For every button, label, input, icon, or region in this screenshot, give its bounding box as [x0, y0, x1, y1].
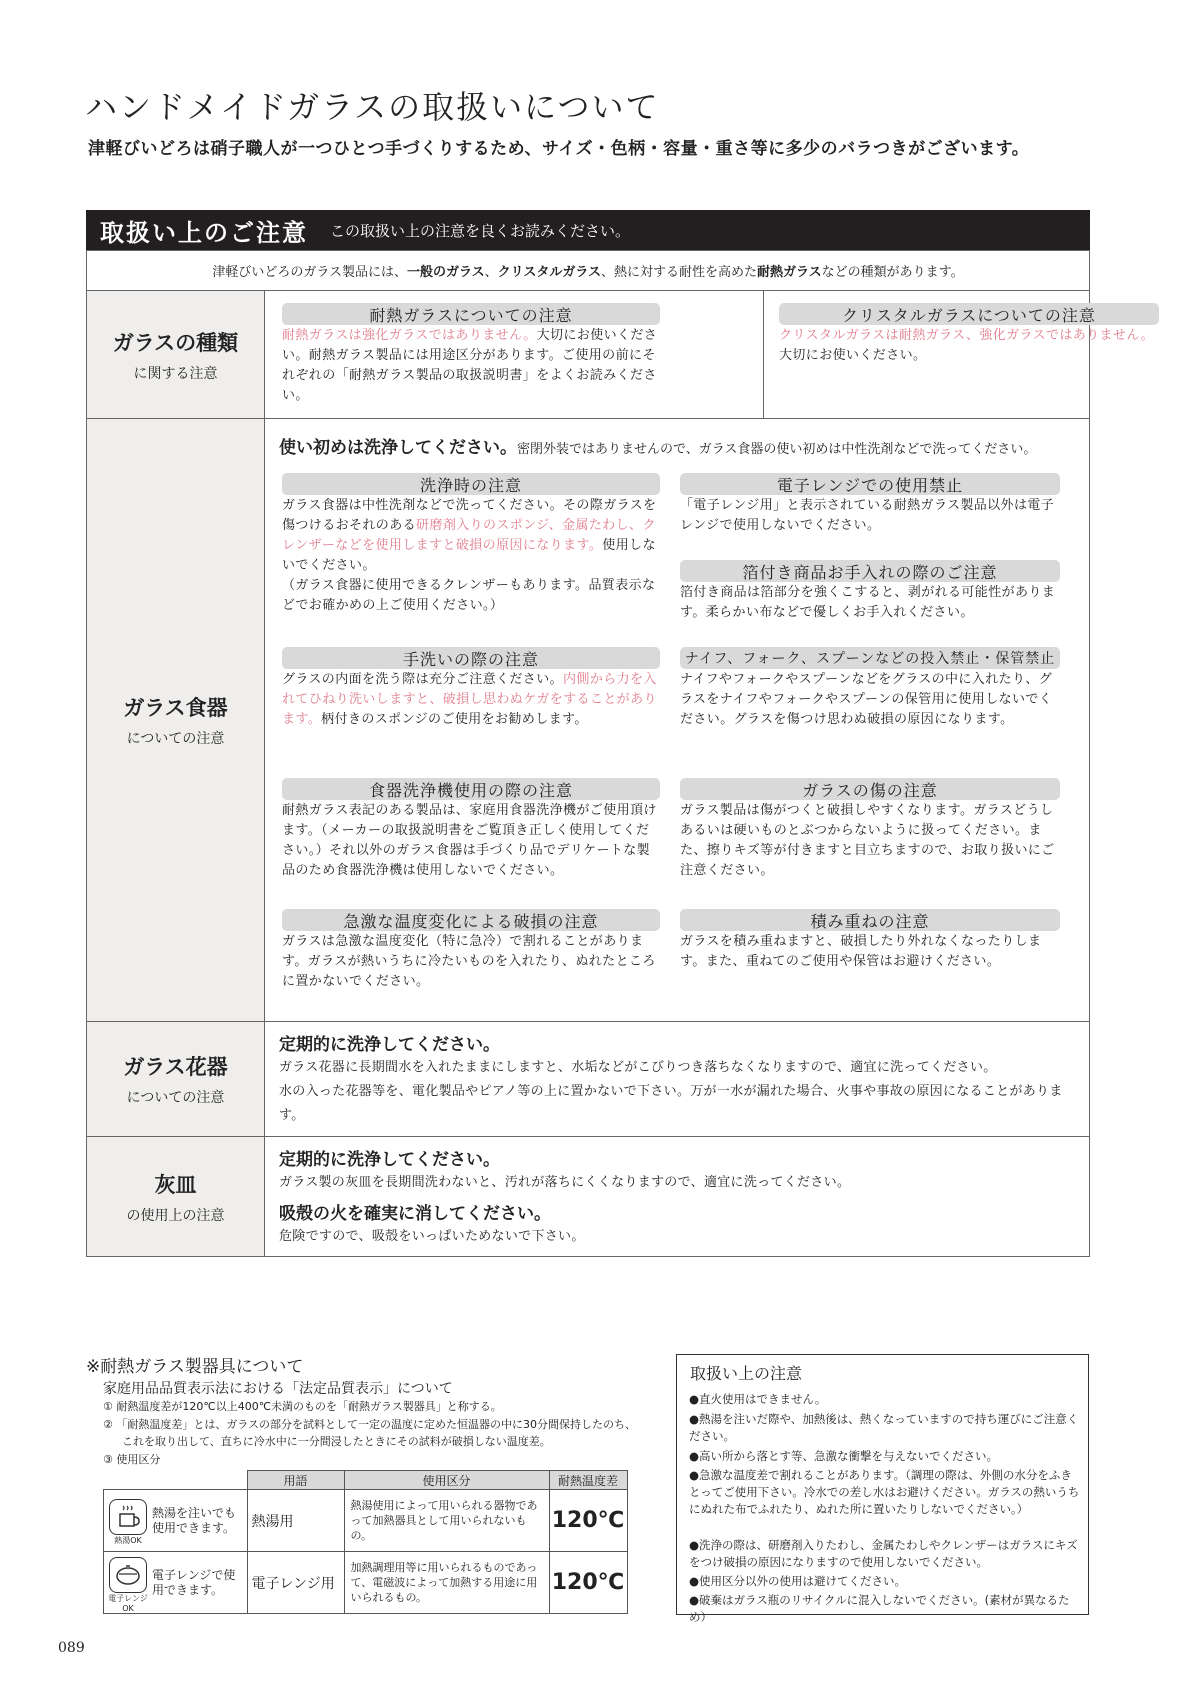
care-item: ●洗浄の際は、研磨剤入りたわし、金属たわしやクレンザーはガラスにキズをつけ破損の原因になりますので使用しないでください。	[689, 1538, 1078, 1569]
row-label-title: ガラス食器	[123, 696, 228, 720]
care-item: ●熱湯を注いだ際や、加熱後は、熱くなっていますので持ち運びにご注意ください。	[689, 1412, 1079, 1443]
usage-table	[103, 1470, 628, 1614]
care-title: 取扱い上の注意	[690, 1364, 803, 1383]
note-heading: ガラスの傷の注意	[680, 778, 1060, 800]
lead-text: 使い初めは洗浄してください。	[279, 438, 517, 458]
usage-class: 加熱調理用等に用いられるものであって、電磁波によって加熱する用途に用いられるもの。	[344, 1552, 549, 1614]
vase-line: 水の入った花器等を、電化製品やピアノ等の上に置かないで下さい。万が一水が漏れた場合、火事や事故の原因になることがあります。	[279, 1084, 1063, 1123]
intro-bold: 一般のガラス	[407, 265, 485, 280]
warning-text: 研磨剤入りのスポンジ、金属たわし、クレンザーなどを使用しますと破損の原因になります。	[282, 518, 656, 553]
note-text: 箔付き商品は箔部分を強くこすると、剥がれる可能性があります。柔らかい布などで優しくお手入れください。	[680, 585, 1056, 620]
usage-term: 熱湯用	[247, 1490, 344, 1552]
note-heading: 手洗いの際の注意	[282, 647, 660, 669]
section-subtitle: この取扱い上の注意を良くお読みください。	[330, 221, 631, 240]
note-text	[282, 326, 660, 406]
note-body: 使用しないでください。	[282, 538, 656, 573]
heatproof-note: ② 「耐熱温度差」とは、ガラスの部分を試料として一定の温度に定めた恒温器の中に30分間保持したのち、	[103, 1418, 637, 1431]
page-title: ハンドメイドガラスの取扱いについて	[85, 88, 660, 126]
intro-text: などの種類があります。	[821, 265, 964, 280]
note-body: 柄付きのスポンジのご使用をお勧めします。	[321, 712, 588, 727]
row-content	[265, 1022, 1089, 1136]
usage-term: 電子レンジ用	[247, 1552, 344, 1614]
note-heading: ナイフ、フォーク、スプーンなどの投入禁止・保管禁止	[680, 647, 1060, 669]
vase-line: ガラス花器に長期間水を入れたままにしますと、水垢などがこびりつき落ちなくなりますので、適宜に洗ってください。	[279, 1060, 997, 1075]
icon-caption: 電子レンジOK	[108, 1593, 148, 1613]
heatproof-note: ③ 使用区分	[103, 1453, 161, 1466]
usage-temp: 120℃	[549, 1552, 627, 1614]
note-heading: 食器洗浄機使用の際の注意	[282, 778, 660, 800]
table-header-row	[104, 1471, 628, 1490]
warning-text: 内側から力を入れてひねり洗いしますと、破損し思わぬケガをすることがあります。	[282, 672, 657, 727]
row-label-title: ガラス花器	[123, 1055, 228, 1079]
note-heading: クリスタルガラスについての注意	[779, 303, 1159, 325]
section-title: 取扱い上のご注意	[100, 218, 308, 247]
lead-text: 定期的に洗浄してください。	[279, 1150, 500, 1170]
caution-table	[86, 250, 1154, 1257]
table-row	[104, 1552, 628, 1614]
row-label-title: ガラスの種類	[112, 330, 239, 355]
heatproof-subtitle: 家庭用品品質表示法における「法定品質表示」について	[103, 1381, 453, 1397]
heatproof-note: これを取り出して、直ちに冷水中に一分間浸したときにその試料が破損しない温度差。	[122, 1435, 551, 1448]
usage-desc: 熱湯を注いでも使用できます。	[152, 1505, 237, 1535]
divider	[763, 291, 764, 418]
intro-text: 、	[484, 265, 498, 280]
heatproof-title: ※耐熱ガラス製器具について	[86, 1357, 304, 1377]
page-number: 089	[58, 1640, 85, 1656]
care-item: ●急激な温度差で割れることがあります。（調理の際は、外側の水分をふきとってご使用下さい。冷水での差し水はお避けください。ガラスの熱いうちにぬれた布でふれたり、ぬれた所に置いたりしないでください。）	[689, 1468, 1080, 1516]
row-content	[265, 419, 1089, 1021]
note-heading: 積み重ねの注意	[680, 909, 1060, 931]
note-text: ガラスを積み重ねますと、破損したり外れなくなったりします。また、重ねてのご使用や保管はお避けください。	[680, 934, 1042, 969]
usage-class: 熱湯使用によって用いられる器物であって加熱器具として用いられないもの。	[344, 1490, 549, 1552]
row-label-title: 灰皿	[154, 1172, 197, 1197]
row-label-sub: の使用上の注意	[126, 1207, 225, 1224]
row-glass-types	[87, 291, 1154, 419]
lead-text: 定期的に洗浄してください。	[279, 1035, 500, 1055]
row-label-sub: についての注意	[126, 1090, 225, 1106]
icon-caption: 熱湯OK	[114, 1536, 142, 1545]
warning-text: 耐熱ガラスは強化ガラスではありません。	[282, 328, 537, 343]
section-header	[86, 210, 1090, 250]
intro-text: 津軽びいどろのガラス製品には、	[212, 265, 407, 280]
intro-line	[87, 251, 1089, 291]
note-body: ガラス食器は中性洗剤などで洗ってください。その際ガラスを傷つけるおそれのある	[282, 498, 657, 533]
table-header	[104, 1471, 248, 1490]
usage-icon-cell	[104, 1552, 248, 1614]
row-ashtray	[87, 1137, 1089, 1256]
lead-text: 吸殻の火を確実に消してください。	[279, 1204, 551, 1224]
lead-small: 密閉外装ではありませんので、ガラス食器の使い初めは中性洗剤などで洗ってください。	[517, 442, 1037, 457]
kettle-icon	[104, 1495, 152, 1546]
usage-temp: 120℃	[549, 1490, 627, 1552]
note-body: グラスの内面を洗う際は充分ご注意ください。	[282, 672, 564, 687]
page-subtitle: 津軽びいどろは硝子職人が一つひとつ手づくりするため、サイズ・色柄・容量・重さ等に多少のバラつきがございます。	[88, 139, 1030, 159]
note-text: 耐熱ガラス表記のある製品は、家庭用食器洗浄機がご使用頂けます。（メーカーの取扱説明書をご覧頂き正しく使用してください。）それ以外のガラス食器は手づくり品でデリケートな製品のため食器洗浄機は使用しないでください。	[282, 803, 657, 878]
note-body: 大切にお使いください。	[779, 348, 927, 363]
note-heading: 電子レンジでの使用禁止	[680, 473, 1060, 495]
row-vase	[87, 1022, 1089, 1137]
note-text: 「電子レンジ用」と表示されている耐熱ガラス製品以外は電子レンジで使用しないでください。	[680, 498, 1055, 533]
note-text: ガラスは急激な温度変化（特に急冷）で割れることがあります。ガラスが熱いうちに冷たいものを入れたり、ぬれたところに置かないでください。	[282, 934, 656, 989]
note-text	[282, 670, 660, 730]
tableware-lead	[279, 433, 1036, 458]
row-tableware	[87, 419, 1089, 1022]
note-text	[779, 326, 1159, 366]
note-text	[282, 496, 660, 616]
care-item: ●使用区分以外の使用は避けてください。	[689, 1574, 907, 1588]
intro-bold: クリスタルガラス	[497, 265, 601, 280]
intro-text: 、熱に対する耐性を高めた	[601, 265, 758, 280]
microwave-icon	[104, 1553, 152, 1613]
note-body: （ガラス食器に使用できるクレンザーもあります。品質表示などでお確かめの上ご使用ください。）	[282, 578, 656, 613]
row-label-sub: に関する注意	[133, 365, 218, 382]
row-label	[87, 291, 265, 418]
table-header: 用語	[247, 1471, 344, 1490]
care-item: ●直火使用はできません。	[689, 1392, 827, 1406]
intro-bold: 耐熱ガラス	[757, 265, 822, 280]
row-label-sub: についての注意	[126, 731, 225, 747]
table-header: 使用区分	[344, 1471, 549, 1490]
row-label	[87, 1137, 265, 1256]
row-content	[265, 291, 1154, 418]
note-body: 大切にお使いください。耐熱ガラス製品には用途区分があります。ご使用の前にそれぞれの「耐熱ガラス製品の取扱説明書」をよくお読みください。	[282, 328, 658, 403]
table-row	[104, 1490, 628, 1552]
table-header: 耐熱温度差	[549, 1471, 627, 1490]
note-heading: 耐熱ガラスについての注意	[282, 303, 660, 325]
warning-text: クリスタルガラスは耐熱ガラス、強化ガラスではありません。	[779, 328, 1154, 343]
note-heading: 洗浄時の注意	[282, 473, 660, 495]
row-label	[87, 1022, 265, 1136]
care-item: ●高い所から落とす等、急激な衝撃を与えないでください。	[689, 1449, 999, 1463]
note-heading: 急激な温度変化による破損の注意	[282, 909, 660, 931]
note-text: ガラス製品は傷がつくと破損しやすくなります。ガラスどうしあるいは硬いものとぶつからないように扱ってください。また、擦りキズ等が付きますと目立ちますので、お取り扱いにご注意ください。	[680, 803, 1055, 878]
heatproof-note: ① 耐熱温度差が120℃以上400℃未満のものを「耐熱ガラス製器具」と称する。	[103, 1400, 502, 1413]
care-item: ●破棄はガラス瓶のリサイクルに混入しないでください。(素材が異なるため）	[689, 1593, 1070, 1624]
row-content	[265, 1137, 1089, 1256]
usage-icon-cell	[104, 1490, 248, 1552]
care-box	[676, 1354, 1089, 1624]
note-heading: 箔付き商品お手入れの際のご注意	[680, 560, 1060, 582]
note-text: ナイフやフォークやスプーンなどをグラスの中に入れたり、グラスをナイフやフォークやスプーンの保管用に使用しないでください。グラスを傷つけ思わぬ破損の原因になります。	[680, 672, 1053, 727]
ashtray-line: 危険ですので、吸殻をいっぱいためないで下さい。	[279, 1229, 585, 1244]
usage-desc: 電子レンジで使用できます。	[152, 1567, 236, 1597]
row-label	[87, 419, 265, 1021]
ashtray-line: ガラス製の灰皿を長期間洗わないと、汚れが落ちにくくなりますので、適宜に洗ってください。	[279, 1175, 851, 1190]
